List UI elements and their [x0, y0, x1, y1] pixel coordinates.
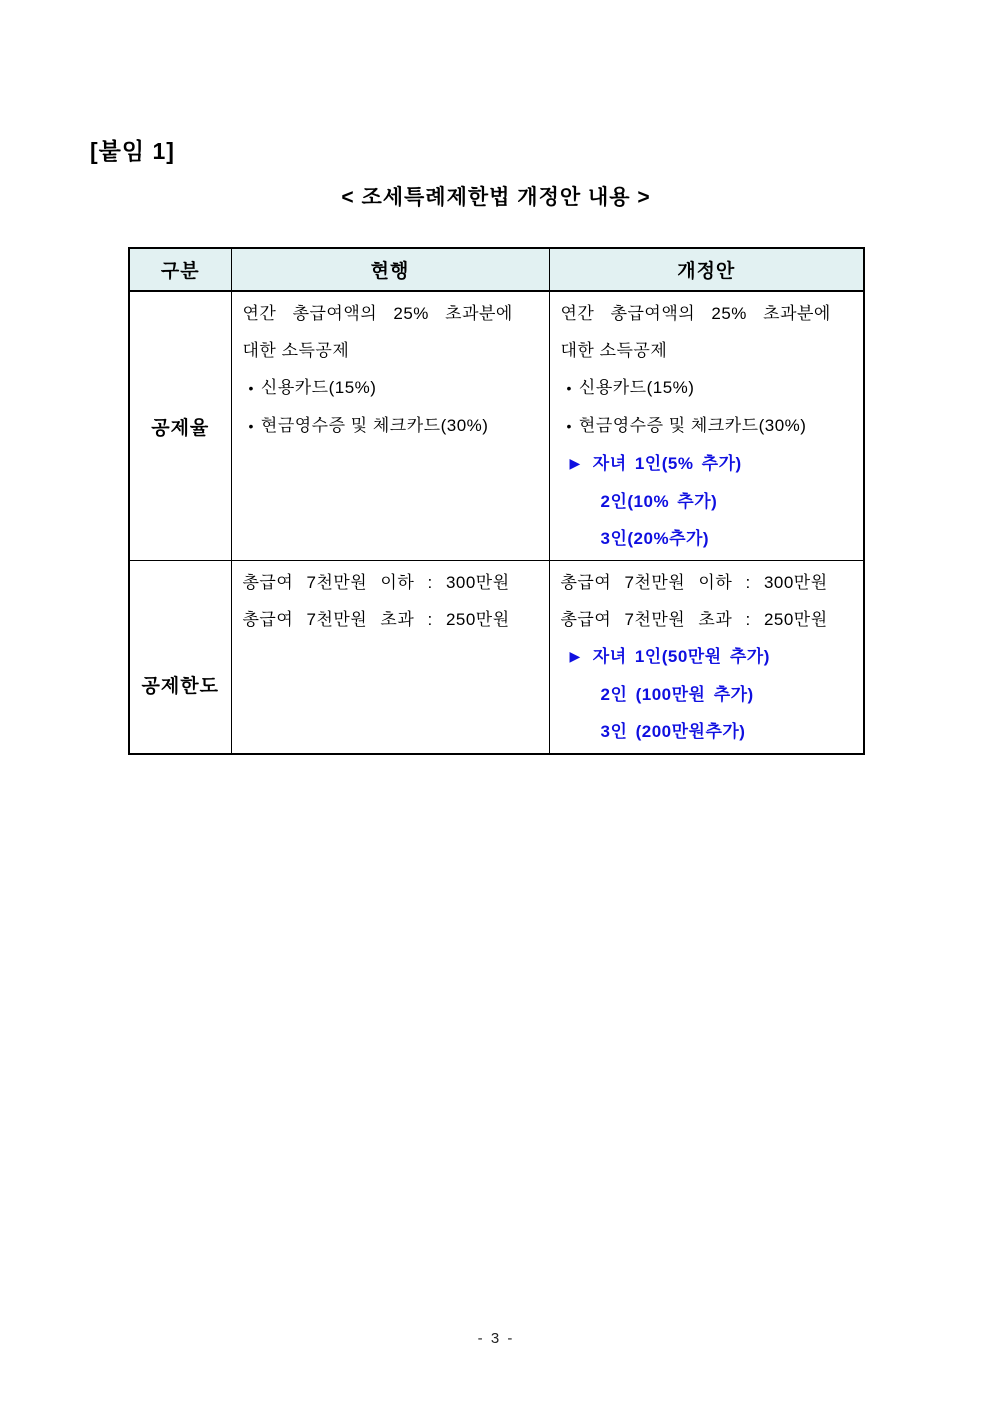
bullet-icon: •: [248, 380, 254, 396]
revision-highlight-item: 3인 (200만원추가): [600, 722, 746, 741]
attachment-label: [붙임 1]: [90, 138, 175, 164]
arrow-right-icon: ▶: [569, 648, 581, 664]
bullet-item: [243, 369, 538, 407]
column-header-category: 구분: [129, 248, 231, 291]
page-number: - 3 -: [477, 1330, 515, 1347]
revision-highlight-item: 2인(10% 추가): [600, 492, 718, 511]
bullet-text: 신용카드(15%): [260, 378, 377, 397]
revision-highlight-item: 3인(20%추가): [600, 529, 710, 548]
cell-current-deduction-limit: [231, 561, 549, 755]
revision-highlight-item: 2인 (100만원 추가): [600, 685, 754, 704]
revision-highlight-item: [561, 445, 853, 483]
table-row-deduction-limit: [129, 561, 864, 755]
paragraph-line: 연간 총급여액의 25% 초과분에: [242, 304, 513, 323]
highlight-text: 자녀 1인(50만원 추가): [592, 647, 770, 666]
limit-line: 총급여 7천만원 초과 : 250만원: [242, 610, 510, 629]
row-header-deduction-rate: 공제율: [129, 291, 231, 561]
table-header-row: [129, 248, 864, 291]
cell-revised-deduction-rate: [549, 291, 864, 561]
paragraph-line: 연간 총급여액의 25% 초과분에: [560, 304, 831, 323]
bullet-item: [561, 369, 853, 407]
bullet-icon: •: [566, 418, 572, 434]
bullet-icon: •: [566, 380, 572, 396]
document-title: < 조세특례제한법 개정안 내용 >: [341, 186, 651, 209]
revision-highlight-item: [561, 638, 853, 676]
paragraph-line: 대한 소득공제: [242, 341, 350, 360]
arrow-right-icon: ▶: [569, 455, 581, 471]
limit-line: 총급여 7천만원 이하 : 300만원: [242, 573, 510, 592]
paragraph-line: 대한 소득공제: [560, 341, 668, 360]
column-header-current: 현행: [231, 248, 549, 291]
bullet-item: [561, 407, 853, 445]
cell-current-deduction-rate: [231, 291, 549, 561]
bullet-icon: •: [248, 418, 254, 434]
bullet-text: 현금영수증 및 체크카드(30%): [260, 416, 489, 435]
highlight-text: 자녀 1인(5% 추가): [592, 454, 742, 473]
bullet-text: 현금영수증 및 체크카드(30%): [578, 416, 807, 435]
bullet-item: [243, 407, 538, 445]
comparison-table: [128, 247, 865, 755]
column-header-revised: 개정안: [549, 248, 864, 291]
cell-revised-deduction-limit: [549, 561, 864, 755]
limit-line: 총급여 7천만원 이하 : 300만원: [560, 573, 828, 592]
bullet-text: 신용카드(15%): [578, 378, 695, 397]
table-row-deduction-rate: [129, 291, 864, 561]
limit-line: 총급여 7천만원 초과 : 250만원: [560, 610, 828, 629]
row-header-deduction-limit: 공제한도: [129, 561, 231, 755]
